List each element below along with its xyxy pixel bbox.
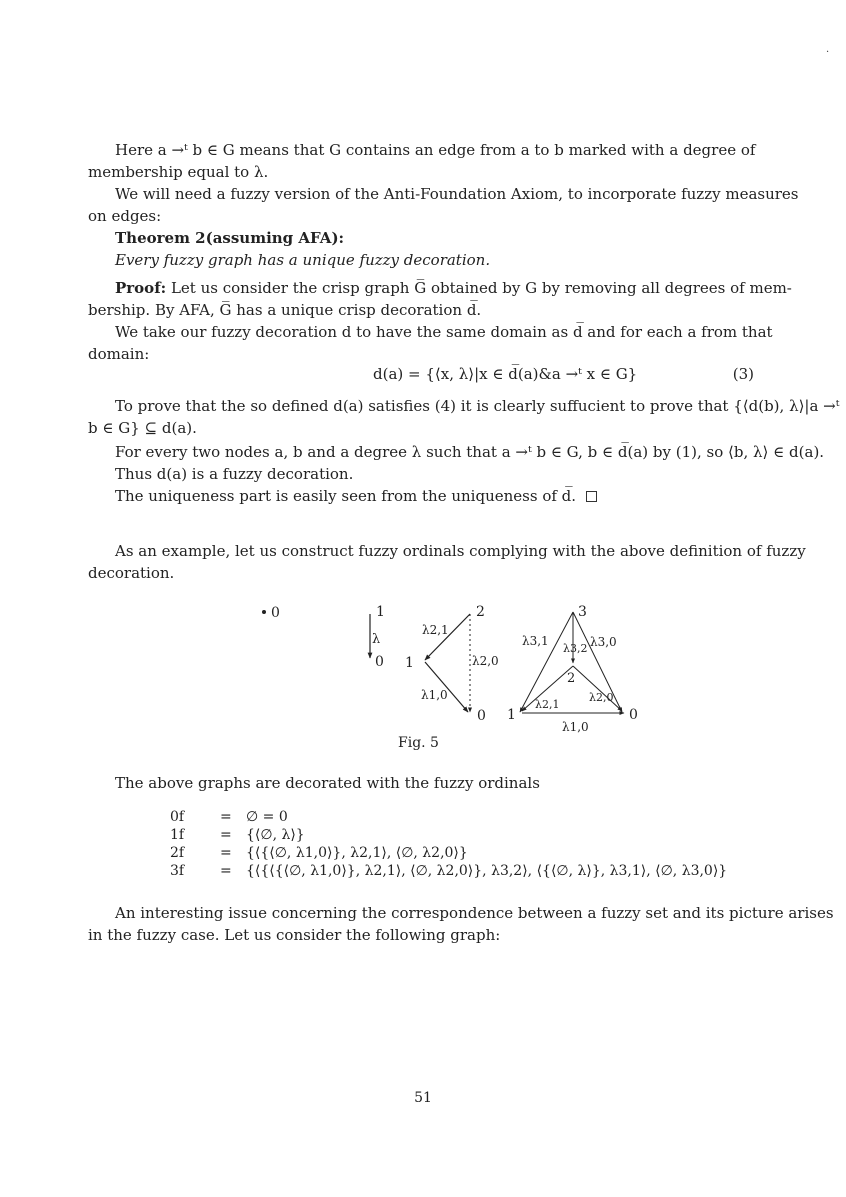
node-label: 1 [507, 707, 516, 723]
node-label: 0 [629, 707, 638, 723]
ordinal-lhs: 2f [170, 845, 185, 861]
para-issue-line1: An interesting issue concerning the correspondence between a fuzzy set and its picture arises [115, 904, 834, 922]
edge-label: λ3,0 [590, 635, 617, 649]
para-decoration-line2: domain: [88, 345, 150, 363]
para-prove-line1: To prove that the so defined d(a) satisfies (4) it is clearly suffucient to prove that {⟨d(b), λ⟩|a →ᵗ [115, 397, 840, 415]
para-issue-line2: in the fuzzy case. Let us consider the following graph: [88, 926, 501, 944]
page-number: 51 [414, 1090, 432, 1106]
ordinal-relation: = [220, 845, 232, 861]
para-example-line2: decoration. [88, 564, 175, 582]
para-prove-line2: b ∈ G} ⊆ d(a). [88, 419, 197, 437]
ordinal-row [170, 808, 288, 826]
equation-3-body: d(a) = {⟨x, λ⟩|x ∈ d̅(a)&a →ᵗ x ∈ G} [373, 365, 638, 383]
node-label: 1 [405, 655, 414, 671]
ordinal-lhs: 3f [170, 863, 185, 879]
edge-2-1 [425, 614, 470, 660]
ordinal-lhs: 1f [170, 827, 185, 843]
theorem-body: Every fuzzy graph has a unique fuzzy decoration. [115, 251, 491, 269]
stray-mark: · [826, 47, 830, 58]
node-label: 0 [477, 708, 486, 724]
para-edge-notation-line2: membership equal to λ. [88, 163, 269, 181]
ordinal-row [170, 844, 468, 862]
edge-label: λ1,0 [562, 720, 589, 734]
equation-3-number: (3) [732, 365, 754, 383]
proof-line1 [115, 277, 792, 299]
ordinal-row [170, 826, 305, 844]
graph-ordinal-2 [405, 604, 499, 724]
ordinal-rhs: {⟨∅, λ⟩} [246, 827, 305, 843]
node-label: 2 [476, 604, 485, 620]
edge-label: λ1,0 [421, 688, 448, 702]
para-nodes-line2: Thus d(a) is a fuzzy decoration. [115, 465, 354, 483]
edge-label: λ2,1 [422, 623, 449, 637]
edge-1-0 [425, 662, 468, 712]
node-label: 0 [271, 605, 280, 621]
para-example-line1: As an example, let us construct fuzzy ordinals complying with the above definition of fuzzy [115, 542, 806, 560]
para-decorated-ordinals: The above graphs are decorated with the fuzzy ordinals [115, 774, 540, 792]
edge-2-0 [573, 666, 622, 711]
figure-caption: Fig. 5 [398, 735, 439, 751]
edge-label: λ [372, 632, 381, 647]
ordinal-relation: = [220, 809, 232, 825]
para-edge-notation-line1: Here a →ᵗ b ∈ G means that G contains an edge from a to b marked with a degree of [115, 141, 756, 159]
para-afa-intro-line2: on edges: [88, 207, 162, 225]
ordinal-rhs: {⟨{⟨∅, λ1,0⟩}, λ2,1⟩, ⟨∅, λ2,0⟩} [246, 845, 468, 861]
proof-text: Let us consider the crisp graph G̅ obtained by G by removing all degrees of mem- [166, 279, 792, 297]
node-label: 3 [578, 604, 587, 620]
edge-label: λ3,1 [522, 634, 549, 648]
edge-label: λ2,0 [589, 691, 614, 704]
node-label: 0 [375, 654, 384, 670]
ordinal-row [170, 862, 727, 880]
ordinal-rhs: {⟨{⟨{⟨∅, λ1,0⟩}, λ2,1⟩, ⟨∅, λ2,0⟩}, λ3,2⟩, ⟨{⟨∅, λ⟩}, λ3,1⟩, ⟨∅, λ3,0⟩} [246, 863, 728, 879]
graph-ordinal-1 [370, 604, 385, 670]
equation-3 [88, 365, 754, 387]
para-decoration-line1: We take our fuzzy decoration d to have the same domain as d̅ and for each a from that [115, 323, 773, 341]
edge-label: λ3,2 [563, 642, 588, 655]
ordinal-lhs: 0f [170, 809, 185, 825]
uniqueness-text: The uniqueness part is easily seen from the uniqueness of d̅. [115, 487, 577, 505]
proof-line2: bership. By AFA, G̅ has a unique crisp decoration d̅. [88, 301, 482, 319]
para-nodes-line3 [115, 485, 754, 507]
figure-fuzzy-ordinal-graphs [250, 600, 670, 735]
theorem-title: Theorem 2(assuming AFA): [115, 229, 345, 247]
node-dot [262, 610, 266, 614]
para-afa-intro-line1: We will need a fuzzy version of the Anti-Foundation Axiom, to incorporate fuzzy measures [115, 185, 799, 203]
proof-label: Proof: [115, 279, 167, 297]
graph-ordinal-3 [507, 604, 638, 734]
node-label: 2 [567, 671, 576, 686]
ordinal-rhs: ∅ = 0 [246, 809, 288, 825]
node-label: 1 [376, 604, 385, 620]
ordinal-relation: = [220, 827, 232, 843]
edge-label: λ2,1 [535, 698, 560, 711]
para-nodes-line1: For every two nodes a, b and a degree λ such that a →ᵗ b ∈ G, b ∈ d̅(a) by (1), so ⟨b, λ⟩ ∈ d(a). [115, 443, 825, 461]
graph-ordinal-0 [262, 605, 280, 621]
edge-label: λ2,0 [472, 654, 499, 668]
qed-square-icon [586, 491, 597, 502]
ordinal-relation: = [220, 863, 232, 879]
